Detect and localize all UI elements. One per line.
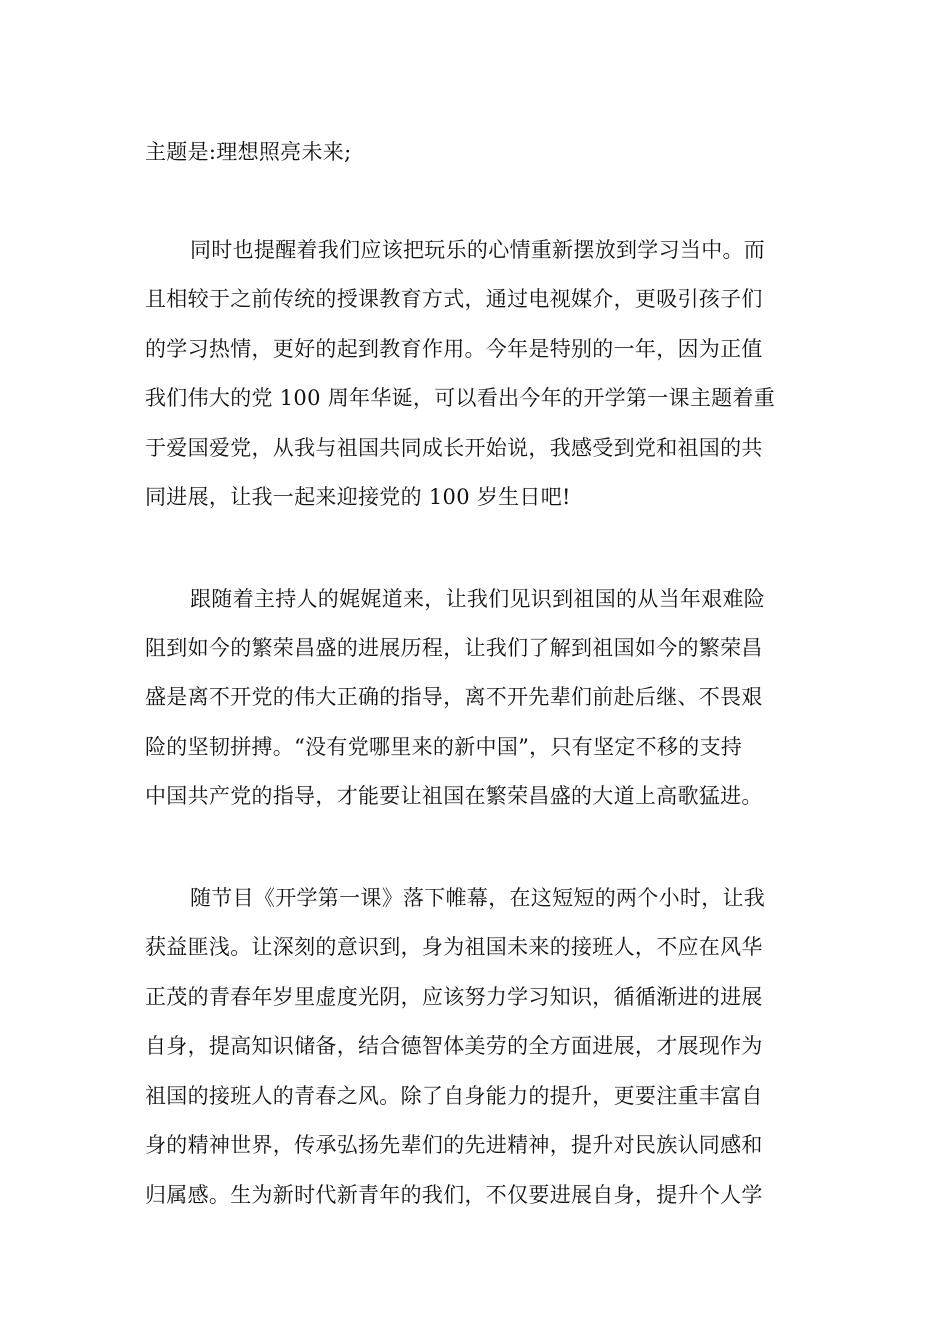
paragraph-1-line-4: 我们伟大的党 100 周年华诞，可以看出今年的开学第一课主题着重 xyxy=(145,386,776,410)
paragraph-1-line-3: 的学习热情，更好的起到教育作用。今年是特别的一年，因为正值 xyxy=(145,337,763,361)
paragraph-1-line-5: 于爱国爱党，从我与祖国共同成长开始说，我感受到党和祖国的共 xyxy=(145,436,763,460)
paragraph-2-line-4: 险的坚韧拼搏。“没有党哪里来的新中国”，只有坚定不移的支持 xyxy=(145,735,743,759)
paragraph-3-line-3: 正茂的青春年岁里虚度光阴，应该努力学习知识，循循渐进的进展 xyxy=(145,985,763,1009)
paragraph-3-line-1: 随节目《开学第一课》落下帷幕，在这短短的两个小时，让我 xyxy=(190,886,766,910)
paragraph-3-line-2: 获益匪浅。让深刻的意识到，身为祖国未来的接班人，不应在风华 xyxy=(145,935,763,959)
paragraph-3-line-5: 祖国的接班人的青春之风。除了自身能力的提升，更要注重丰富自 xyxy=(145,1084,763,1108)
paragraph-2-line-2: 阻到如今的繁荣昌盛的进展历程，让我们了解到祖国如今的繁荣昌 xyxy=(145,636,763,660)
topic-line: 主题是:理想照亮未来; xyxy=(145,140,352,164)
paragraph-3-line-4: 自身，提高知识储备，结合德智体美劳的全方面进展，才展现作为 xyxy=(145,1034,763,1058)
paragraph-1-line-6: 同进展，让我一起来迎接党的 100 岁生日吧! xyxy=(145,485,571,509)
paragraph-2-line-3: 盛是离不开党的伟大正确的指导，离不开先辈们前赴后继、不畏艰 xyxy=(145,685,763,709)
paragraph-1-line-1: 同时也提醒着我们应该把玩乐的心情重新摆放到学习当中。而 xyxy=(190,238,766,262)
paragraph-2-line-5: 中国共产党的指导，才能要让祖国在繁荣昌盛的大道上高歌猛进。 xyxy=(145,784,763,808)
paragraph-1-line-2: 且相较于之前传统的授课教育方式，通过电视媒介，更吸引孩子们 xyxy=(145,287,763,311)
paragraph-2-line-1: 跟随着主持人的娓娓道来，让我们见识到祖国的从当年艰难险 xyxy=(190,587,766,611)
paragraph-3-line-7: 归属感。生为新时代新青年的我们，不仅要进展自身，提升个人学 xyxy=(145,1183,763,1207)
paragraph-3-line-6: 身的精神世界，传承弘扬先辈们的先进精神，提升对民族认同感和 xyxy=(145,1133,763,1157)
